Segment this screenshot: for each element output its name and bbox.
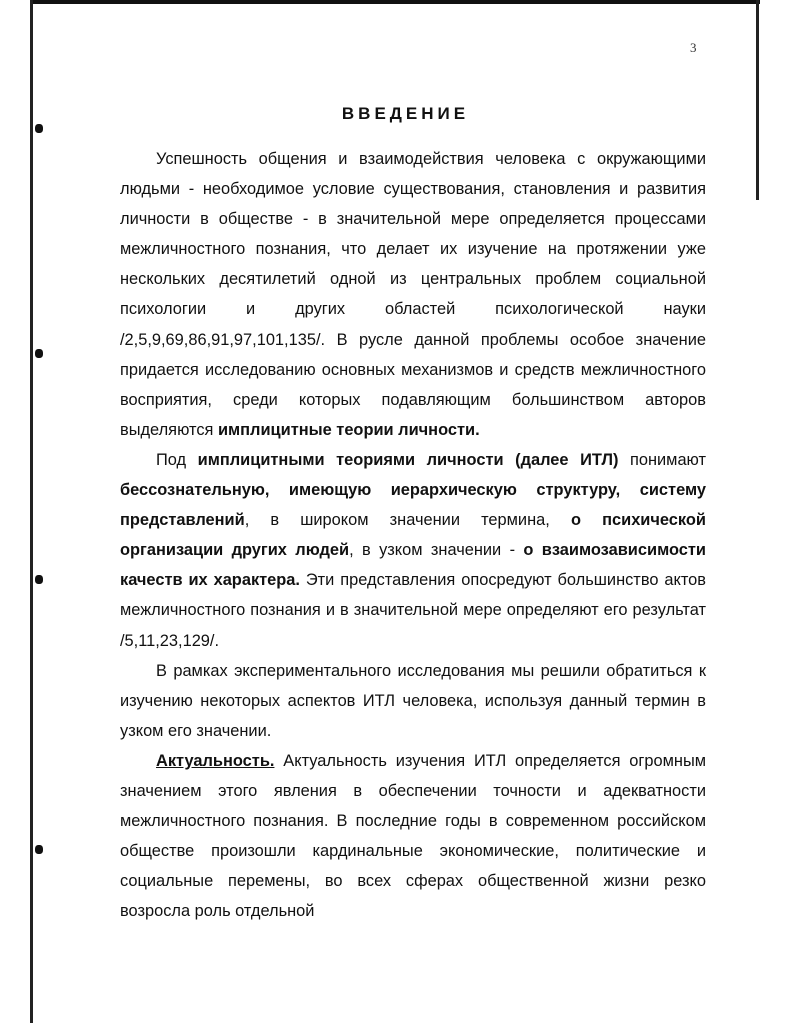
bold-term: имплицитными теориями личности (далее ИТЛ)	[197, 450, 619, 469]
text-run: , в широком значении термина,	[244, 511, 571, 530]
paragraph-2	[120, 445, 706, 656]
bold-term: о взаимозависимости качеств их характера.	[120, 541, 706, 590]
binding-hole-mark	[35, 575, 43, 584]
paragraph-1	[120, 144, 706, 445]
page-number: 3	[690, 40, 697, 55]
bold-term: о психической организации других людей	[120, 511, 706, 560]
text-run: Под	[156, 450, 198, 469]
body-text	[120, 144, 706, 926]
text-run: , в узком значении -	[349, 541, 524, 560]
bold-term: бессознательную, имеющую иерархическую структуру, систему представлений	[120, 481, 706, 530]
text-run: Актуальность изучения ИТЛ определяется огромным значением этого явления в обеспечении точности и адекватности межличностного познания. В последние годы в современном российском обществе произошли кардинальные экономические, политические и социальные перемены, во всех сферах общественной жизни резко возросла роль отдельной	[120, 751, 706, 921]
text-run: Эти представления опосредуют большинство актов межличностного познания и в значительной мере определяют его результат /5,11,23,129/.	[120, 571, 706, 650]
scan-edge-left	[30, 0, 33, 1023]
section-heading: ВВЕДЕНИЕ	[341, 104, 470, 123]
scan-edge-right	[756, 0, 759, 200]
paragraph-4	[120, 746, 706, 927]
text-run: понимают	[618, 450, 706, 469]
bold-term: имплицитные теории личности.	[217, 420, 480, 439]
subsection-label: Актуальность.	[156, 751, 275, 770]
binding-hole-mark	[35, 124, 43, 133]
paragraph-3	[120, 656, 706, 746]
text-run: Успешность общения и взаимодействия человека с окружающими людьми - необходимое условие существования, становления и развития личности в обществе - в значительной мере определяется процессами межличностного познания, что делает их изучение на протяжении уже нескольких десятилетий одной из центральных проблем социальной психологии и других областей психологической науки /2,5,9,69,86,91,97,101,135/. В русле данной проблемы особое значение придается исследованию основных механизмов и средств межличностного восприятия, среди которых подавляющим большинством авторов выделяются	[120, 150, 706, 439]
binding-hole-mark	[35, 845, 43, 854]
scan-edge-top	[30, 0, 760, 4]
text-run: В рамках экспериментального исследования мы решили обратиться к изучению некоторых аспектов ИТЛ человека, используя данный термин в узком его значении.	[120, 661, 706, 740]
binding-hole-mark	[35, 349, 43, 358]
